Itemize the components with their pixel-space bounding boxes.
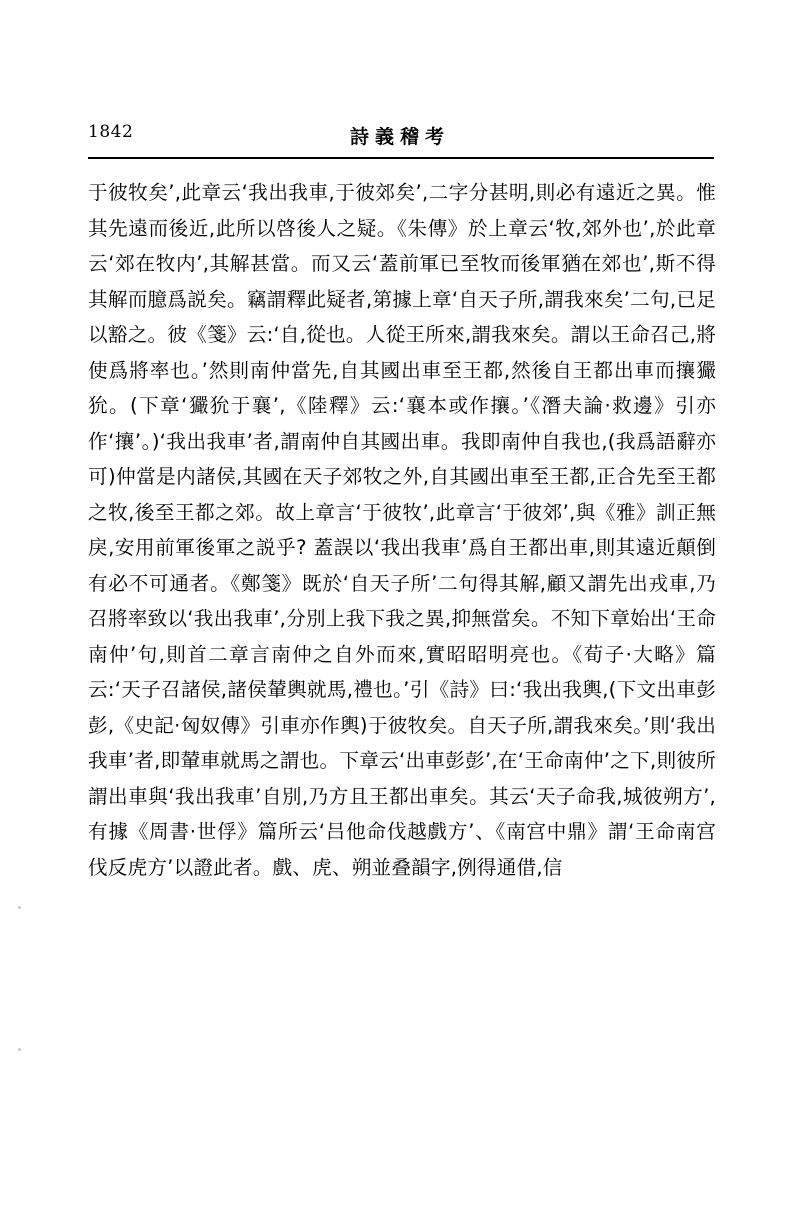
edge-speck — [18, 906, 21, 909]
page-number: 1842 — [88, 122, 134, 142]
page-header — [88, 122, 712, 152]
edge-speck — [18, 1048, 21, 1051]
body-paragraph: 于彼牧矣’,此章云‘我出我車,于彼郊矣’,二字分甚明,則必有遠近之異。惟其先遠而後近,此所以啓後人之疑。《朱傳》於上章云‘牧,郊外也’,於此章云‘郊在牧内’,其解甚當。而又云‘蓋前軍已至牧而後軍猶在郊也’,斯不得其解而臆爲説矣。竊謂釋此疑者,第據上章‘自天子所,謂我來矣’二句,已足以豁之。彼《箋》云:‘自,從也。人從王所來,謂我來矣。謂以王命召己,將使爲將率也。’然則南仲當先,自其國出車至王都,然後自王都出車而攘玁狁。(下章‘玁狁于襄’,《陸釋》云:‘襄本或作攘。’《潛夫論·救邊》引亦作‘攘’。)‘我出我車’者,謂南仲自其國出車。我即南仲自我也,(我爲語辭亦可)仲當是内諸侯,其國在天子郊牧之外,自其國出車至王都,正合先至王都之牧,後至王都之郊。故上章言‘于彼牧’,此章言‘于彼郊’,與《雅》訓正無戾,安用前軍後軍之説乎? 蓋誤以‘我出我車’爲自王都出車,則其遠近顛倒有必不可通者。《鄭箋》既於‘自天子所’二句得其解,顧又謂先出戎車,乃召將率致以‘我出我車’,分別上我下我之異,抑無當矣。不知下章始出‘王命南仲’句,則首二章言南仲之自外而來,實昭昭明亮也。《荀子·大略》篇云:‘天子召諸侯,諸侯輦輿就馬,禮也。’引《詩》曰:‘我出我輿,(下文出車彭彭,《史記·匈奴傳》引車亦作輿)于彼牧矣。自天子所,謂我來矣。’則‘我出我車’者,即輦車就馬之謂也。下章云‘出車彭彭’,在‘王命南仲’之下,則彼所謂出車與‘我出我車’自別,乃方且王都出車矣。其云‘天子命我,城彼朔方’,有據《周書·世俘》篇所云‘吕他命伐越戲方’、《南宫中鼎》謂‘王命南宫伐反虎方’以證此者。戲、虎、朔並叠韻字,例得通借,信 — [88, 181, 716, 879]
header-rule — [88, 157, 714, 159]
running-title: 詩義稽考 — [349, 126, 450, 148]
body-text-block — [88, 175, 716, 885]
